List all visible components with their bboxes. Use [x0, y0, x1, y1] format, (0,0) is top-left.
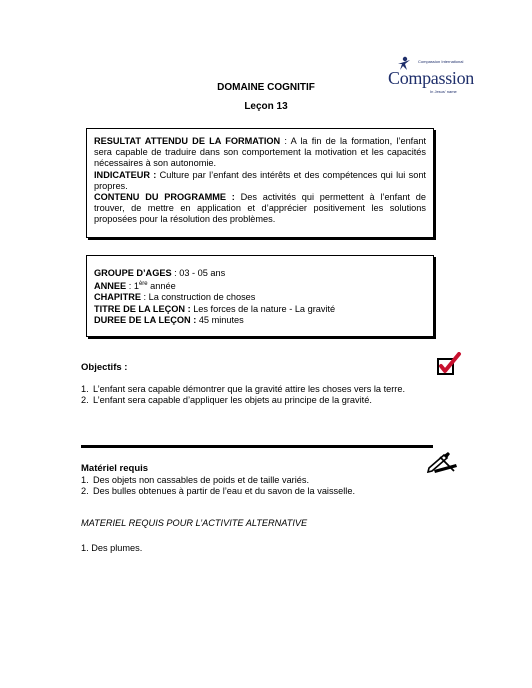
lesson-info-box: [86, 255, 434, 337]
indicateur-text: Culture par l’enfant des intérêts et des compétences qui lui sont propres.: [94, 169, 426, 191]
contenu-label: CONTENU DU PROGRAMME :: [94, 192, 235, 203]
titre-label: TITRE DE LA LEÇON :: [94, 303, 191, 314]
materials-list: [81, 475, 426, 497]
materials-heading: Matériel requis: [81, 463, 149, 474]
lesson-number: Leçon 13: [244, 101, 288, 112]
resultat-label: RESULTAT ATTENDU DE LA FORMATION: [94, 136, 281, 146]
duree-label: DUREE DE LA LEÇON :: [94, 314, 197, 325]
list-item: [81, 475, 426, 486]
indicator-paragraph: [94, 170, 426, 192]
logo-word: Compassion: [388, 68, 475, 88]
item-number: 1.: [81, 384, 89, 394]
list-item: [81, 384, 426, 395]
chapitre-label: CHAPITRE: [94, 292, 141, 303]
duree-value: 45 minutes: [196, 314, 244, 325]
lesson-title-line: [94, 304, 426, 315]
logo-tagline: In Jesus' name: [430, 89, 457, 94]
checkbox-check-icon: [436, 352, 462, 376]
item-text: Des bulles obtenues à partir de l’eau et du savon de la vaisselle.: [93, 486, 356, 497]
indicateur-label: INDICATEUR :: [94, 169, 157, 180]
domain-title: DOMAINE COGNITIF: [217, 82, 315, 93]
annee-value-pre: : 1: [126, 281, 139, 292]
objectives-heading: Objectifs :: [81, 362, 128, 373]
logo-top-text: Compassion International: [418, 59, 464, 64]
chapter-line: [94, 292, 426, 303]
list-item: [81, 486, 426, 497]
annee-value-sup: ère: [138, 281, 148, 288]
duration-line: [94, 315, 426, 326]
list-item: [81, 395, 426, 406]
program-content-paragraph: [94, 192, 426, 226]
pencil-tools-icon: [426, 451, 460, 473]
resultat-text: : A la fin de la formation, l’enfant sera capable de traduire dans son comportement la motivation et les capacités nécessaires à son autonomie.: [94, 136, 427, 169]
item-number: 2.: [81, 395, 89, 406]
item-text: L’enfant sera capable d’appliquer les objets au principe de la gravité.: [93, 395, 372, 406]
titre-value: Les forces de la nature - La gravité: [190, 303, 336, 314]
age-group-line: [94, 268, 426, 279]
learning-outcome-box: [86, 128, 434, 238]
contenu-text: Des activités qui permettent à l’enfant de trouver, de mettre en application et d’apprécier positivement les solutions proposées pour la résolution des problèmes.: [94, 192, 426, 225]
year-line: [94, 279, 426, 292]
groupe-value: : 03 - 05 ans: [171, 268, 226, 278]
item-text: Des objets non cassables de poids et de taille variés.: [93, 475, 310, 485]
alternative-material-item: 1. Des plumes.: [81, 543, 143, 553]
item-number: 1.: [81, 475, 89, 485]
annee-value-post: année: [147, 281, 176, 292]
annee-label: ANNEE: [94, 281, 127, 292]
compassion-logo: [384, 56, 480, 96]
item-text: L’enfant sera capable démontrer que la gravité attire les choses vers la terre.: [93, 384, 406, 394]
groupe-label: GROUPE D’AGES: [94, 268, 172, 278]
alternative-materials-heading: MATERIEL REQUIS POUR L’ACTIVITE ALTERNATIVE: [81, 518, 308, 528]
chapitre-value: : La construction de choses: [140, 292, 256, 303]
objectives-list: [81, 384, 426, 406]
outcome-paragraph: [94, 136, 426, 170]
section-divider: [81, 445, 433, 448]
item-number: 2.: [81, 486, 89, 497]
